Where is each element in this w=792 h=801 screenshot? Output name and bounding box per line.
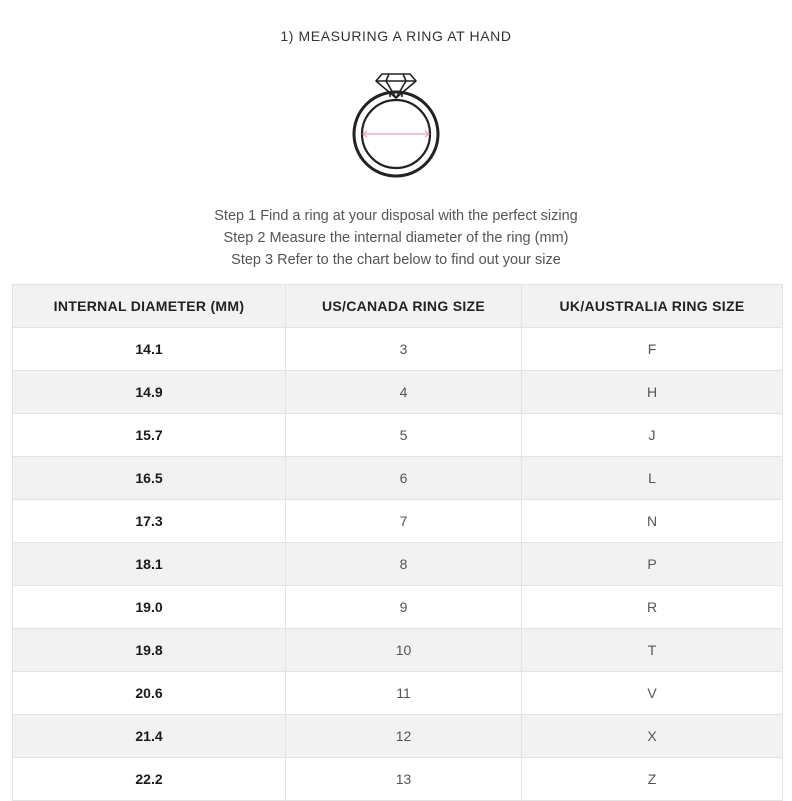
table-row — [13, 328, 783, 371]
us-size-cell: 3 — [286, 328, 522, 371]
us-size-cell: 7 — [286, 500, 522, 543]
step-3-text: Step 3 Refer to the chart below to find out your size — [231, 252, 561, 268]
uk-size-cell: P — [522, 543, 783, 586]
uk-size-cell: T — [522, 629, 783, 672]
table-row — [13, 543, 783, 586]
table-header-row — [13, 285, 783, 328]
us-size-cell: 12 — [286, 715, 522, 758]
instruction-steps — [0, 205, 792, 271]
table-row — [13, 672, 783, 715]
us-size-cell: 8 — [286, 543, 522, 586]
us-size-cell: 6 — [286, 457, 522, 500]
table-row — [13, 629, 783, 672]
us-size-cell: 4 — [286, 371, 522, 414]
us-size-cell: 11 — [286, 672, 522, 715]
header-internal-diameter: INTERNAL DIAMETER (MM) — [13, 285, 286, 328]
step-1-text: Step 1 Find a ring at your disposal with the perfect sizing — [214, 208, 578, 224]
us-size-cell: 10 — [286, 629, 522, 672]
header-uk-australia-size: UK/AUSTRALIA RING SIZE — [522, 285, 783, 328]
diameter-cell: 19.0 — [13, 586, 286, 629]
step-2-text: Step 2 Measure the internal diameter of the ring (mm) — [223, 230, 569, 246]
uk-size-cell: Z — [522, 758, 783, 801]
table-row — [13, 500, 783, 543]
diamond-ring-icon — [346, 64, 446, 182]
table-row — [13, 457, 783, 500]
diameter-cell: 14.1 — [13, 328, 286, 371]
diameter-cell: 16.5 — [13, 457, 286, 500]
table-row — [13, 371, 783, 414]
uk-size-cell: R — [522, 586, 783, 629]
table-row — [13, 414, 783, 457]
uk-size-cell: X — [522, 715, 783, 758]
uk-size-cell: F — [522, 328, 783, 371]
uk-size-cell: L — [522, 457, 783, 500]
diameter-cell: 21.4 — [13, 715, 286, 758]
uk-size-cell: J — [522, 414, 783, 457]
us-size-cell: 5 — [286, 414, 522, 457]
uk-size-cell: N — [522, 500, 783, 543]
table-row — [13, 758, 783, 801]
us-size-cell: 9 — [286, 586, 522, 629]
section-title: 1) MEASURING A RING AT HAND — [280, 28, 512, 44]
table-row — [13, 715, 783, 758]
ring-size-table — [12, 284, 783, 801]
diameter-cell: 18.1 — [13, 543, 286, 586]
diameter-cell: 19.8 — [13, 629, 286, 672]
table-row — [13, 586, 783, 629]
diameter-cell: 14.9 — [13, 371, 286, 414]
diameter-cell: 20.6 — [13, 672, 286, 715]
uk-size-cell: H — [522, 371, 783, 414]
diameter-cell: 15.7 — [13, 414, 286, 457]
diameter-cell: 17.3 — [13, 500, 286, 543]
header-us-canada-size: US/CANADA RING SIZE — [286, 285, 522, 328]
diameter-cell: 22.2 — [13, 758, 286, 801]
us-size-cell: 13 — [286, 758, 522, 801]
uk-size-cell: V — [522, 672, 783, 715]
